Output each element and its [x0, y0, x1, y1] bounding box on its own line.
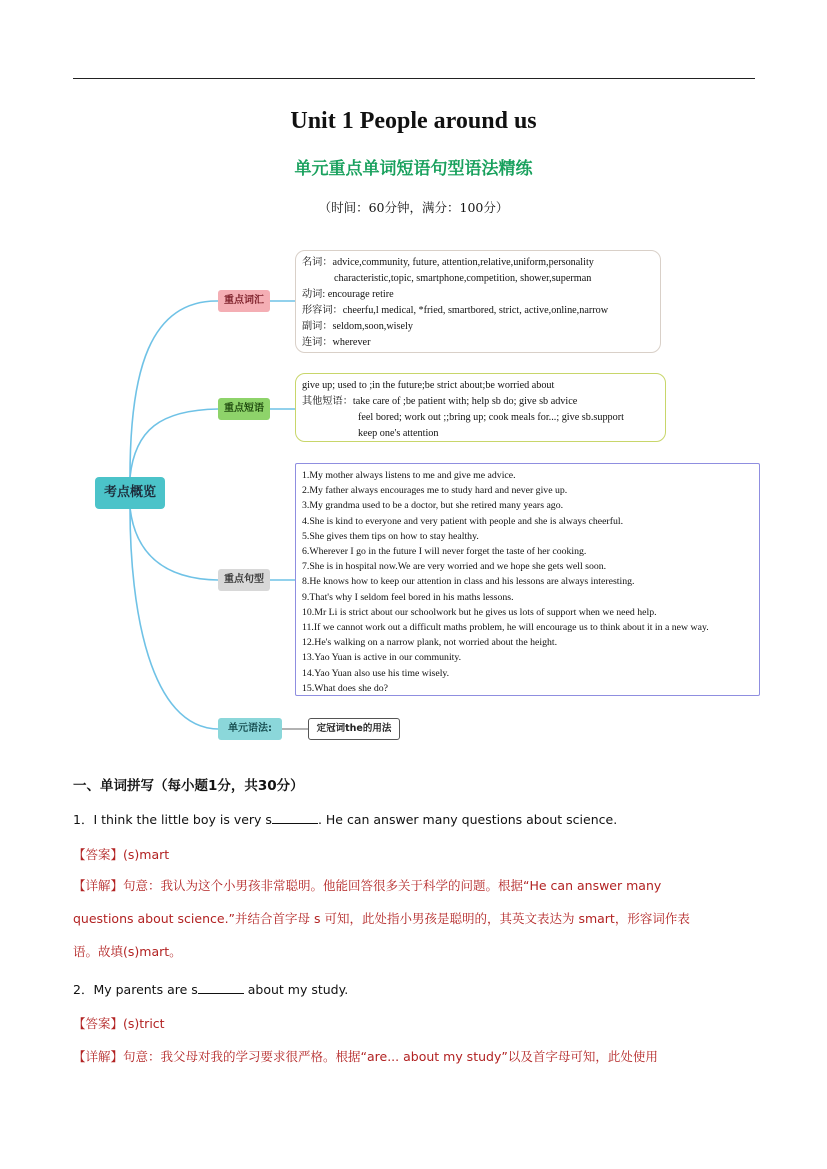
phrases-box — [295, 373, 666, 442]
answer-blank — [198, 981, 244, 994]
answer-2 — [73, 1014, 165, 1032]
sentence-line: 15.What does she do? — [302, 682, 388, 694]
section-heading: 一、单词拼写（每小题1分，共30分） — [73, 778, 304, 794]
sentence-line: 5.She gives them tips on how to stay healthy. — [302, 530, 479, 542]
connector-phrases — [130, 409, 218, 477]
page-title: Unit 1 People around us — [290, 108, 537, 134]
sentence-line: 1.My mother always listens to me and give me advice. — [302, 470, 516, 481]
answer-tag: 【答案】 — [73, 1016, 124, 1031]
sentence-line: 11.If we cannot work out a difficult maths problem, he will encourage us to think about it in a new way. — [302, 622, 709, 634]
detail-line: 句意：我父母对我的学习要求很严格。根据“are... about my study”以及首字母可知，此处使用 — [123, 1049, 658, 1064]
time-note: （时间：60分钟，满分：100分） — [318, 200, 509, 215]
vocab-line: 名词：advice,community, future, attention,relative,uniform,personality — [302, 257, 594, 268]
detail-1 — [73, 869, 763, 968]
vocab-line: 连词：wherever — [302, 337, 371, 348]
phrase-line: feel bored; work out ;;bring up; cook meals for...; give sb.support — [358, 412, 624, 423]
question-text-post: . He can answer many questions about science. — [317, 812, 618, 827]
phrase-line: give up; used to ;in the future;be strict about;be worried about — [302, 380, 555, 391]
sentence-line: 2.My father always encourages me to study hard and never give up. — [302, 485, 568, 497]
mindmap-root: 考点概览 — [95, 477, 165, 509]
question-text-post: about my study. — [243, 982, 349, 997]
sentence-line: 12.He's walking on a narrow plank, not worried about the height. — [302, 637, 558, 649]
vocab-line: characteristic,topic, smartphone,competition, shower,superman — [334, 273, 592, 284]
sentence-line: 10.Mr Li is strict about our schoolwork but he gives us lots of support when we need help. — [302, 606, 657, 618]
detail-line: questions about science.”并结合首字母 s 可知，此处指小男孩是聪明的，其英文表达为 smart，形容词作表 — [73, 911, 690, 926]
grammar-topic: 定冠词the的用法 — [308, 718, 400, 740]
sentence-line: 3.My grandma used to be a doctor, but she retired many years ago. — [302, 500, 564, 512]
sentence-line: 14.Yao Yuan also use his time wisely. — [302, 667, 450, 679]
connector-grammar — [130, 508, 218, 729]
page-subtitle: 单元重点单词短语句型语法精练 — [294, 159, 533, 179]
answer-text: (s)trict — [123, 1016, 165, 1031]
top-rule — [73, 78, 755, 79]
branch-vocab: 重点词汇 — [218, 290, 270, 312]
phrase-line: keep one's attention — [358, 428, 439, 439]
sentence-line: 6.Wherever I go in the future I will never forget the taste of her cooking. — [302, 546, 587, 558]
phrase-line: 其他短语：take care of ;be patient with; help sb do; give sb advice — [302, 396, 578, 407]
question-text-pre: My parents are s — [93, 982, 198, 997]
branch-grammar: 单元语法: — [218, 718, 282, 740]
vocab-box — [295, 250, 661, 353]
sentence-line: 13.Yao Yuan is active in our community. — [302, 652, 462, 664]
answer-blank — [272, 811, 318, 824]
detail-line: 【详解】句意：我认为这个小男孩非常聪明。他能回答很多关于科学的问题。根据“He can answer many — [73, 878, 662, 893]
question-text-pre: I think the little boy is very s — [93, 812, 272, 827]
branch-sentences: 重点句型 — [218, 569, 270, 591]
question-2 — [73, 980, 348, 998]
vocab-line: 动词: encourage retire — [302, 289, 394, 300]
detail-line: 语。故填(s)mart。 — [73, 944, 182, 959]
question-number: 2． — [73, 982, 94, 997]
branch-phrases: 重点短语 — [218, 398, 270, 420]
sentence-line: 4.She is kind to everyone and very patient with people and she is always cheerful. — [302, 515, 624, 527]
detail-tag: 【详解】 — [73, 1049, 124, 1064]
answer-1 — [73, 845, 169, 863]
vocab-line: 副词：seldom,soon,wisely — [302, 321, 413, 332]
detail-2 — [73, 1047, 658, 1065]
sentence-line: 9.That's why I seldom feel bored in his maths lessons. — [302, 591, 514, 603]
sentence-line: 8.He knows how to keep our attention in class and his lessons are always interesting. — [302, 576, 635, 588]
answer-tag: 【答案】 — [73, 847, 124, 862]
detail-tag: 【详解】 — [73, 878, 124, 893]
connector-vocab — [130, 301, 218, 477]
question-1 — [73, 810, 617, 828]
vocab-line: 形容词：cheerfu,l medical, *fried, smartbored, strict, active,online,narrow — [302, 305, 609, 316]
sentences-box — [295, 463, 760, 696]
question-number: 1． — [73, 812, 94, 827]
connector-sentences — [130, 508, 218, 580]
sentence-line: 7.She is in hospital now.We are very worried and we hope she gets well soon. — [302, 561, 607, 573]
answer-text: (s)mart — [123, 847, 170, 862]
